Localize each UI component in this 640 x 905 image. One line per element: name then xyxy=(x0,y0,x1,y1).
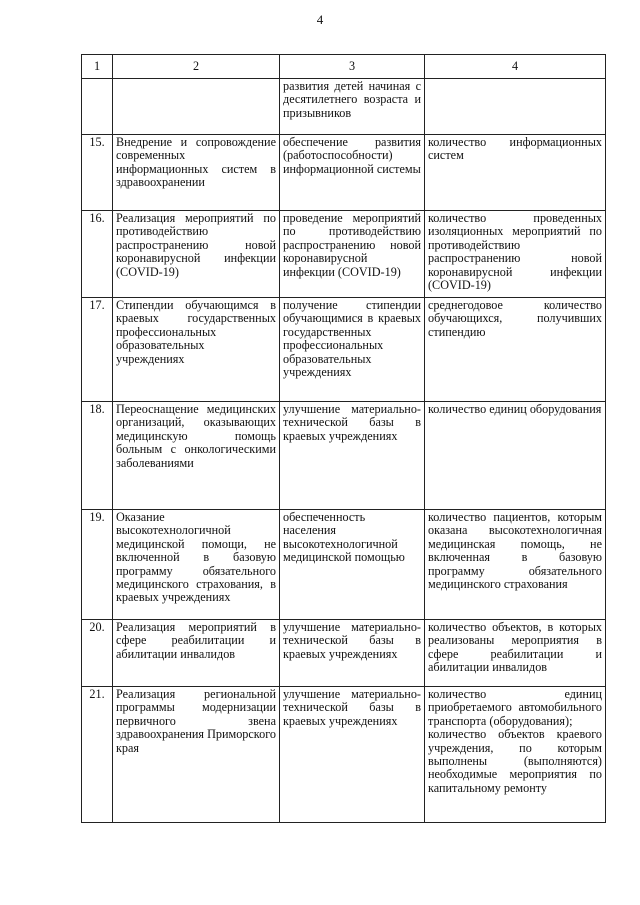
indicator-cell xyxy=(425,687,606,823)
header-cell: 3 xyxy=(280,55,425,79)
table-row xyxy=(82,298,606,402)
purpose-cell: развития детей начиная с десятилетнего возраста и призывников xyxy=(280,79,425,135)
indicator-text: среднегодовое количество обучающихся, получивших стипендию xyxy=(428,298,602,339)
activity-cell: Переоснащение медицинских организаций, оказывающих медицинскую помощь больным с онкологическими заболеваниями xyxy=(113,402,280,510)
indicator-cell xyxy=(425,79,606,135)
table-row xyxy=(82,211,606,298)
row-number: 16. xyxy=(82,211,113,298)
indicator-text: количество объектов краевого учреждения, по которым выполнены (выполняются) необходимые мероприятия по капитальному ремонту xyxy=(428,727,602,795)
table-row xyxy=(82,620,606,687)
header-cell: 4 xyxy=(425,55,606,79)
row-number: 20. xyxy=(82,620,113,687)
indicator-text: количество объектов, в которых реализованы мероприятия в сфере реабилитации и абилитации инвалидов xyxy=(428,620,602,675)
header-cell: 2 xyxy=(113,55,280,79)
activity-cell: Внедрение и сопровождение современных информационных систем в здравоохранении xyxy=(113,135,280,211)
activity-cell xyxy=(113,79,280,135)
row-number xyxy=(82,79,113,135)
table-row-continuation xyxy=(82,79,606,135)
header-cell: 1 xyxy=(82,55,113,79)
row-number: 15. xyxy=(82,135,113,211)
row-number: 18. xyxy=(82,402,113,510)
table-row xyxy=(82,510,606,620)
table-row xyxy=(82,135,606,211)
indicator-cell xyxy=(425,298,606,402)
activity-cell: Оказание высокотехнологичной медицинской помощи, не включенной в базовую программу обязательного медицинского страхования, в краевых учреждениях xyxy=(113,510,280,620)
indicator-text: количество единиц оборудования xyxy=(428,402,602,416)
row-number: 19. xyxy=(82,510,113,620)
indicator-text: количество проведенных изоляционных мероприятий по противодействию распространению новой коронавирусной инфекции (COVID-19) xyxy=(428,211,602,293)
indicator-cell xyxy=(425,402,606,510)
table-row xyxy=(82,687,606,823)
activity-cell: Реализация мероприятий по противодействию распространению новой коронавирусной инфекции (COVID-19) xyxy=(113,211,280,298)
indicator-cell xyxy=(425,510,606,620)
row-number: 21. xyxy=(82,687,113,823)
indicator-text: количество пациентов, которым оказана высокотехнологичная медицинская помощь, не включенная в базовую программу обязательного медицинского страхования xyxy=(428,510,602,592)
purpose-cell: обеспеченность населения высокотехнологичной медицинской помощью xyxy=(280,510,425,620)
purpose-cell: проведение мероприятий по противодействию распространению новой коронавирусной инфекции (COVID-19) xyxy=(280,211,425,298)
program-table xyxy=(81,54,606,823)
table-header-row xyxy=(82,55,606,79)
indicator-text: количество информационных систем xyxy=(428,135,602,163)
purpose-cell: получение стипендии обучающимися в краевых государственных профессиональных образовательных учреждениях xyxy=(280,298,425,402)
page-number: 4 xyxy=(316,12,324,27)
purpose-cell: улучшение материально-технической базы в краевых учреждениях xyxy=(280,402,425,510)
indicator-cell xyxy=(425,620,606,687)
indicator-cell xyxy=(425,211,606,298)
purpose-cell: улучшение материально-технической базы в краевых учреждениях xyxy=(280,620,425,687)
activity-cell: Реализация мероприятий в сфере реабилитации и абилитации инвалидов xyxy=(113,620,280,687)
indicator-cell xyxy=(425,135,606,211)
purpose-cell: улучшение материально-технической базы в краевых учреждениях xyxy=(280,687,425,823)
activity-cell: Реализация региональной программы модернизации первичного звена здравоохранения Приморского края xyxy=(113,687,280,823)
row-number: 17. xyxy=(82,298,113,402)
activity-cell: Стипендии обучающимся в краевых государственных профессиональных образовательных учреждениях xyxy=(113,298,280,402)
purpose-cell: обеспечение развития (работоспособности) информационной системы xyxy=(280,135,425,211)
table-row xyxy=(82,402,606,510)
indicator-text: количество единиц приобретаемого автомобильного транспорта (оборудования); xyxy=(428,687,602,728)
